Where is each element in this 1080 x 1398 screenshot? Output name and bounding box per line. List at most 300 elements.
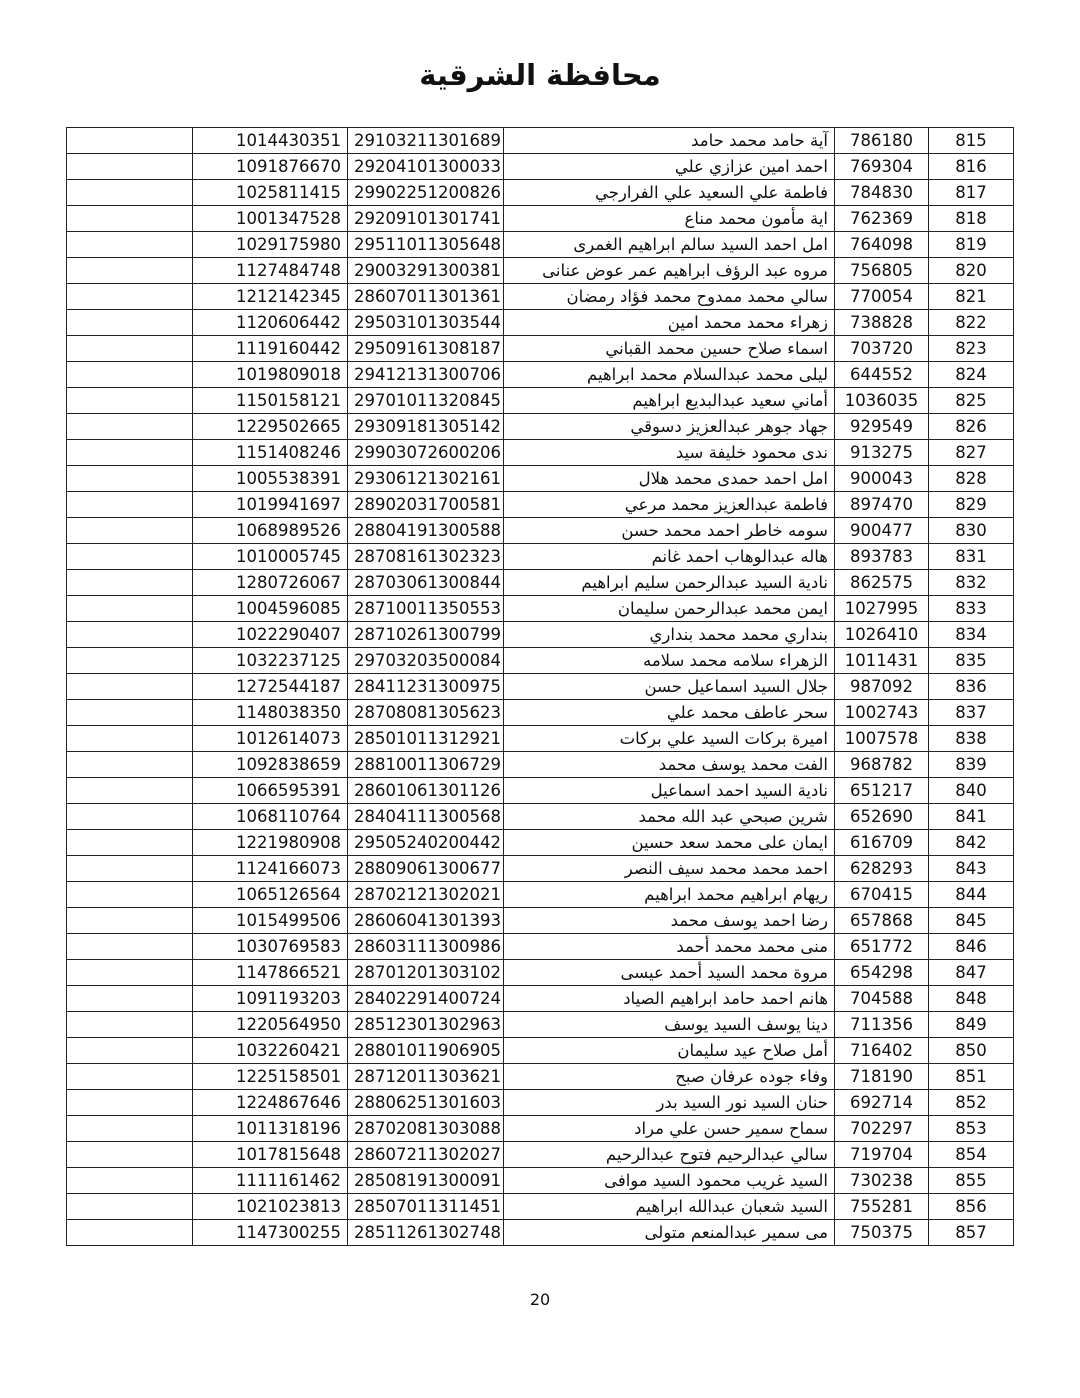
serial-cell: 848	[929, 986, 1014, 1012]
page-number: 20	[529, 1290, 551, 1309]
table-row	[67, 544, 1014, 570]
table-row	[67, 232, 1014, 258]
name-cell: مروه عبد الرؤف ابراهيم عمر عوض عنانى	[504, 258, 835, 284]
code-cell: 1002743	[835, 700, 929, 726]
table-row	[67, 1194, 1014, 1220]
serial-cell: 849	[929, 1012, 1014, 1038]
serial-cell: 816	[929, 154, 1014, 180]
national-id-cell: 28411231300975	[348, 674, 504, 700]
national-id-cell: 28702081303088	[348, 1116, 504, 1142]
empty-cell	[67, 674, 193, 700]
code-cell: 764098	[835, 232, 929, 258]
name-cell: شرين صبحي عبد الله محمد	[504, 804, 835, 830]
phone-cell: 1012614073	[193, 726, 348, 752]
empty-cell	[67, 1116, 193, 1142]
phone-cell: 1032260421	[193, 1038, 348, 1064]
table-row	[67, 466, 1014, 492]
national-id-cell: 29306121302161	[348, 466, 504, 492]
phone-cell: 1029175980	[193, 232, 348, 258]
table-row	[67, 414, 1014, 440]
table-row	[67, 310, 1014, 336]
table-row	[67, 1116, 1014, 1142]
phone-cell: 1021023813	[193, 1194, 348, 1220]
national-id-cell: 29903072600206	[348, 440, 504, 466]
phone-cell: 1017815648	[193, 1142, 348, 1168]
phone-cell: 1011318196	[193, 1116, 348, 1142]
name-cell: دينا يوسف السيد يوسف	[504, 1012, 835, 1038]
table-row	[67, 518, 1014, 544]
code-cell: 1036035	[835, 388, 929, 414]
serial-cell: 843	[929, 856, 1014, 882]
serial-cell: 823	[929, 336, 1014, 362]
code-cell: 862575	[835, 570, 929, 596]
empty-cell	[67, 934, 193, 960]
code-cell: 651772	[835, 934, 929, 960]
name-cell: جلال السيد اسماعيل حسن	[504, 674, 835, 700]
national-id-cell: 28712011303621	[348, 1064, 504, 1090]
serial-cell: 852	[929, 1090, 1014, 1116]
serial-cell: 845	[929, 908, 1014, 934]
empty-cell	[67, 180, 193, 206]
empty-cell	[67, 1142, 193, 1168]
empty-cell	[67, 856, 193, 882]
code-cell: 718190	[835, 1064, 929, 1090]
table-row	[67, 206, 1014, 232]
national-id-cell: 28601061301126	[348, 778, 504, 804]
phone-cell: 1019941697	[193, 492, 348, 518]
name-cell: هانم احمد حامد ابراهيم الصياد	[504, 986, 835, 1012]
name-cell: سالي محمد ممدوح محمد فؤاد رمضان	[504, 284, 835, 310]
serial-cell: 842	[929, 830, 1014, 856]
phone-cell: 1212142345	[193, 284, 348, 310]
table-row	[67, 180, 1014, 206]
table-row	[67, 1142, 1014, 1168]
empty-cell	[67, 284, 193, 310]
empty-cell	[67, 570, 193, 596]
code-cell: 987092	[835, 674, 929, 700]
national-id-cell: 28702121302021	[348, 882, 504, 908]
national-id-cell: 28902031700581	[348, 492, 504, 518]
national-id-cell: 28809061300677	[348, 856, 504, 882]
code-cell: 702297	[835, 1116, 929, 1142]
name-cell: نادية السيد عبدالرحمن سليم ابراهيم	[504, 570, 835, 596]
phone-cell: 1225158501	[193, 1064, 348, 1090]
name-cell: حنان السيد نور السيد بدر	[504, 1090, 835, 1116]
serial-cell: 818	[929, 206, 1014, 232]
table-row	[67, 258, 1014, 284]
empty-cell	[67, 960, 193, 986]
phone-cell: 1014430351	[193, 128, 348, 154]
serial-cell: 844	[929, 882, 1014, 908]
empty-cell	[67, 544, 193, 570]
code-cell: 755281	[835, 1194, 929, 1220]
name-cell: منى محمد محمد أحمد	[504, 934, 835, 960]
national-id-cell: 28710011350553	[348, 596, 504, 622]
national-id-cell: 28402291400724	[348, 986, 504, 1012]
name-cell: ايمن محمد عبدالرحمن سليمان	[504, 596, 835, 622]
phone-cell: 1150158121	[193, 388, 348, 414]
phone-cell: 1019809018	[193, 362, 348, 388]
empty-cell	[67, 414, 193, 440]
national-id-cell: 29509161308187	[348, 336, 504, 362]
name-cell: السيد غريب محمود السيد موافى	[504, 1168, 835, 1194]
table-row	[67, 934, 1014, 960]
empty-cell	[67, 1038, 193, 1064]
serial-cell: 846	[929, 934, 1014, 960]
empty-cell	[67, 206, 193, 232]
empty-cell	[67, 830, 193, 856]
table-row	[67, 1064, 1014, 1090]
code-cell: 1007578	[835, 726, 929, 752]
serial-cell: 857	[929, 1220, 1014, 1246]
table-row	[67, 856, 1014, 882]
name-cell: السيد شعبان عبدالله ابراهيم	[504, 1194, 835, 1220]
national-id-cell: 29103211301689	[348, 128, 504, 154]
name-cell: الزهراء سلامه محمد سلامه	[504, 648, 835, 674]
serial-cell: 824	[929, 362, 1014, 388]
table-row	[67, 622, 1014, 648]
empty-cell	[67, 778, 193, 804]
code-cell: 628293	[835, 856, 929, 882]
name-cell: سالي عبدالرحيم فتوح عبدالرحيم	[504, 1142, 835, 1168]
serial-cell: 835	[929, 648, 1014, 674]
table-row	[67, 492, 1014, 518]
empty-cell	[67, 752, 193, 778]
phone-cell: 1224867646	[193, 1090, 348, 1116]
serial-cell: 854	[929, 1142, 1014, 1168]
table-row	[67, 596, 1014, 622]
table-row	[67, 1168, 1014, 1194]
name-cell: رضا احمد يوسف محمد	[504, 908, 835, 934]
empty-cell	[67, 440, 193, 466]
table-row	[67, 154, 1014, 180]
national-id-cell: 29003291300381	[348, 258, 504, 284]
phone-cell: 1119160442	[193, 336, 348, 362]
phone-cell: 1280726067	[193, 570, 348, 596]
table-row	[67, 778, 1014, 804]
empty-cell	[67, 258, 193, 284]
serial-cell: 839	[929, 752, 1014, 778]
phone-cell: 1148038350	[193, 700, 348, 726]
code-cell: 644552	[835, 362, 929, 388]
code-cell: 897470	[835, 492, 929, 518]
table-body	[67, 128, 1014, 1246]
name-cell: ليلى محمد عبدالسلام محمد ابراهيم	[504, 362, 835, 388]
code-cell: 770054	[835, 284, 929, 310]
empty-cell	[67, 804, 193, 830]
serial-cell: 853	[929, 1116, 1014, 1142]
serial-cell: 847	[929, 960, 1014, 986]
phone-cell: 1220564950	[193, 1012, 348, 1038]
empty-cell	[67, 986, 193, 1012]
phone-cell: 1147866521	[193, 960, 348, 986]
name-cell: اسماء صلاح حسين محمد القباني	[504, 336, 835, 362]
national-id-cell: 28512301302963	[348, 1012, 504, 1038]
national-id-cell: 28404111300568	[348, 804, 504, 830]
table-row	[67, 128, 1014, 154]
national-id-cell: 28501011312921	[348, 726, 504, 752]
phone-cell: 1022290407	[193, 622, 348, 648]
national-id-cell: 29209101301741	[348, 206, 504, 232]
serial-cell: 832	[929, 570, 1014, 596]
name-cell: زهراء محمد محمد امين	[504, 310, 835, 336]
code-cell: 657868	[835, 908, 929, 934]
phone-cell: 1004596085	[193, 596, 348, 622]
national-id-cell: 28708161302323	[348, 544, 504, 570]
serial-cell: 834	[929, 622, 1014, 648]
serial-cell: 856	[929, 1194, 1014, 1220]
national-id-cell: 28806251301603	[348, 1090, 504, 1116]
phone-cell: 1032237125	[193, 648, 348, 674]
name-cell: هاله عبدالوهاب احمد غانم	[504, 544, 835, 570]
table-row	[67, 362, 1014, 388]
name-cell: الفت محمد يوسف محمد	[504, 752, 835, 778]
table-row	[67, 752, 1014, 778]
table-row	[67, 1038, 1014, 1064]
code-cell: 730238	[835, 1168, 929, 1194]
name-cell: امل احمد السيد سالم ابراهيم الغمرى	[504, 232, 835, 258]
code-cell: 711356	[835, 1012, 929, 1038]
national-id-cell: 28607011301361	[348, 284, 504, 310]
table-row	[67, 960, 1014, 986]
table-row	[67, 648, 1014, 674]
name-cell: فاطمة علي السعيد علي الفرارجي	[504, 180, 835, 206]
code-cell: 929549	[835, 414, 929, 440]
code-cell: 1011431	[835, 648, 929, 674]
phone-cell: 1066595391	[193, 778, 348, 804]
empty-cell	[67, 622, 193, 648]
phone-cell: 1092838659	[193, 752, 348, 778]
serial-cell: 829	[929, 492, 1014, 518]
name-cell: ريهام ابراهيم محمد ابراهيم	[504, 882, 835, 908]
table-row	[67, 1090, 1014, 1116]
table-row	[67, 908, 1014, 934]
national-id-cell: 28810011306729	[348, 752, 504, 778]
empty-cell	[67, 492, 193, 518]
serial-cell: 831	[929, 544, 1014, 570]
table-row	[67, 440, 1014, 466]
name-cell: احمد امين عزازي علي	[504, 154, 835, 180]
serial-cell: 833	[929, 596, 1014, 622]
table-row	[67, 674, 1014, 700]
code-cell: 616709	[835, 830, 929, 856]
phone-cell: 1229502665	[193, 414, 348, 440]
empty-cell	[67, 388, 193, 414]
records-table	[66, 127, 1014, 1246]
name-cell: سومه خاطر احمد محمد حسن	[504, 518, 835, 544]
serial-cell: 840	[929, 778, 1014, 804]
national-id-cell: 29412131300706	[348, 362, 504, 388]
table-row	[67, 284, 1014, 310]
name-cell: أمل صلاح عيد سليمان	[504, 1038, 835, 1064]
empty-cell	[67, 466, 193, 492]
phone-cell: 1001347528	[193, 206, 348, 232]
table-row	[67, 388, 1014, 414]
code-cell: 762369	[835, 206, 929, 232]
phone-cell: 1120606442	[193, 310, 348, 336]
empty-cell	[67, 1090, 193, 1116]
phone-cell: 1068110764	[193, 804, 348, 830]
national-id-cell: 29703203500084	[348, 648, 504, 674]
serial-cell: 850	[929, 1038, 1014, 1064]
serial-cell: 820	[929, 258, 1014, 284]
phone-cell: 1065126564	[193, 882, 348, 908]
national-id-cell: 28710261300799	[348, 622, 504, 648]
serial-cell: 851	[929, 1064, 1014, 1090]
national-id-cell: 28511261302748	[348, 1220, 504, 1246]
code-cell: 900043	[835, 466, 929, 492]
name-cell: سحر عاطف محمد علي	[504, 700, 835, 726]
code-cell: 704588	[835, 986, 929, 1012]
phone-cell: 1147300255	[193, 1220, 348, 1246]
table-row	[67, 1012, 1014, 1038]
code-cell: 1026410	[835, 622, 929, 648]
empty-cell	[67, 726, 193, 752]
serial-cell: 815	[929, 128, 1014, 154]
empty-cell	[67, 128, 193, 154]
national-id-cell: 28507011311451	[348, 1194, 504, 1220]
phone-cell: 1151408246	[193, 440, 348, 466]
empty-cell	[67, 232, 193, 258]
name-cell: وفاء جوده عرفان صبح	[504, 1064, 835, 1090]
empty-cell	[67, 362, 193, 388]
name-cell: جهاد جوهر عبدالعزيز دسوقي	[504, 414, 835, 440]
code-cell: 703720	[835, 336, 929, 362]
national-id-cell: 28607211302027	[348, 1142, 504, 1168]
table-row	[67, 1220, 1014, 1246]
page-title: محافظة الشرقية	[419, 58, 661, 92]
phone-cell: 1091193203	[193, 986, 348, 1012]
national-id-cell: 29511011305648	[348, 232, 504, 258]
phone-cell: 1010005745	[193, 544, 348, 570]
code-cell: 670415	[835, 882, 929, 908]
national-id-cell: 29701011320845	[348, 388, 504, 414]
national-id-cell: 28708081305623	[348, 700, 504, 726]
code-cell: 893783	[835, 544, 929, 570]
serial-cell: 822	[929, 310, 1014, 336]
name-cell: سماح سمير حسن علي مراد	[504, 1116, 835, 1142]
national-id-cell: 28606041301393	[348, 908, 504, 934]
serial-cell: 841	[929, 804, 1014, 830]
empty-cell	[67, 310, 193, 336]
empty-cell	[67, 1194, 193, 1220]
serial-cell: 826	[929, 414, 1014, 440]
national-id-cell: 29309181305142	[348, 414, 504, 440]
national-id-cell: 29505240200442	[348, 830, 504, 856]
name-cell: آية حامد محمد حامد	[504, 128, 835, 154]
code-cell: 654298	[835, 960, 929, 986]
code-cell: 692714	[835, 1090, 929, 1116]
phone-cell: 1091876670	[193, 154, 348, 180]
code-cell: 968782	[835, 752, 929, 778]
empty-cell	[67, 1012, 193, 1038]
empty-cell	[67, 700, 193, 726]
code-cell: 913275	[835, 440, 929, 466]
serial-cell: 827	[929, 440, 1014, 466]
code-cell: 900477	[835, 518, 929, 544]
code-cell: 738828	[835, 310, 929, 336]
empty-cell	[67, 882, 193, 908]
national-id-cell: 28801011906905	[348, 1038, 504, 1064]
code-cell: 786180	[835, 128, 929, 154]
empty-cell	[67, 336, 193, 362]
national-id-cell: 29204101300033	[348, 154, 504, 180]
empty-cell	[67, 1064, 193, 1090]
serial-cell: 819	[929, 232, 1014, 258]
empty-cell	[67, 648, 193, 674]
phone-cell: 1030769583	[193, 934, 348, 960]
name-cell: مروة محمد السيد أحمد عيسى	[504, 960, 835, 986]
serial-cell: 817	[929, 180, 1014, 206]
table-row	[67, 804, 1014, 830]
empty-cell	[67, 596, 193, 622]
name-cell: اية مأمون محمد مناع	[504, 206, 835, 232]
table-row	[67, 336, 1014, 362]
name-cell: ندى محمود خليفة سيد	[504, 440, 835, 466]
serial-cell: 838	[929, 726, 1014, 752]
code-cell: 1027995	[835, 596, 929, 622]
serial-cell: 828	[929, 466, 1014, 492]
empty-cell	[67, 154, 193, 180]
national-id-cell: 29902251200826	[348, 180, 504, 206]
code-cell: 750375	[835, 1220, 929, 1246]
phone-cell: 1068989526	[193, 518, 348, 544]
phone-cell: 1025811415	[193, 180, 348, 206]
serial-cell: 855	[929, 1168, 1014, 1194]
national-id-cell: 28701201303102	[348, 960, 504, 986]
phone-cell: 1124166073	[193, 856, 348, 882]
phone-cell: 1127484748	[193, 258, 348, 284]
serial-cell: 836	[929, 674, 1014, 700]
empty-cell	[67, 1220, 193, 1246]
phone-cell: 1221980908	[193, 830, 348, 856]
table-row	[67, 882, 1014, 908]
empty-cell	[67, 1168, 193, 1194]
table-row	[67, 986, 1014, 1012]
code-cell: 651217	[835, 778, 929, 804]
name-cell: امل احمد حمدى محمد هلال	[504, 466, 835, 492]
table-row	[67, 700, 1014, 726]
table-row	[67, 726, 1014, 752]
national-id-cell: 28703061300844	[348, 570, 504, 596]
empty-cell	[67, 908, 193, 934]
national-id-cell: 29503101303544	[348, 310, 504, 336]
code-cell: 652690	[835, 804, 929, 830]
serial-cell: 837	[929, 700, 1014, 726]
code-cell: 769304	[835, 154, 929, 180]
name-cell: فاطمة عبدالعزيز محمد مرعي	[504, 492, 835, 518]
phone-cell: 1005538391	[193, 466, 348, 492]
serial-cell: 825	[929, 388, 1014, 414]
code-cell: 719704	[835, 1142, 929, 1168]
empty-cell	[67, 518, 193, 544]
name-cell: مى سمير عبدالمنعم متولى	[504, 1220, 835, 1246]
national-id-cell: 28508191300091	[348, 1168, 504, 1194]
name-cell: أماني سعيد عبدالبديع ابراهيم	[504, 388, 835, 414]
name-cell: احمد محمد محمد سيف النصر	[504, 856, 835, 882]
name-cell: بنداري محمد محمد بنداري	[504, 622, 835, 648]
national-id-cell: 28804191300588	[348, 518, 504, 544]
serial-cell: 821	[929, 284, 1014, 310]
table-row	[67, 570, 1014, 596]
serial-cell: 830	[929, 518, 1014, 544]
phone-cell: 1111161462	[193, 1168, 348, 1194]
phone-cell: 1272544187	[193, 674, 348, 700]
code-cell: 784830	[835, 180, 929, 206]
national-id-cell: 28603111300986	[348, 934, 504, 960]
name-cell: نادية السيد احمد اسماعيل	[504, 778, 835, 804]
name-cell: ايمان على محمد سعد حسين	[504, 830, 835, 856]
